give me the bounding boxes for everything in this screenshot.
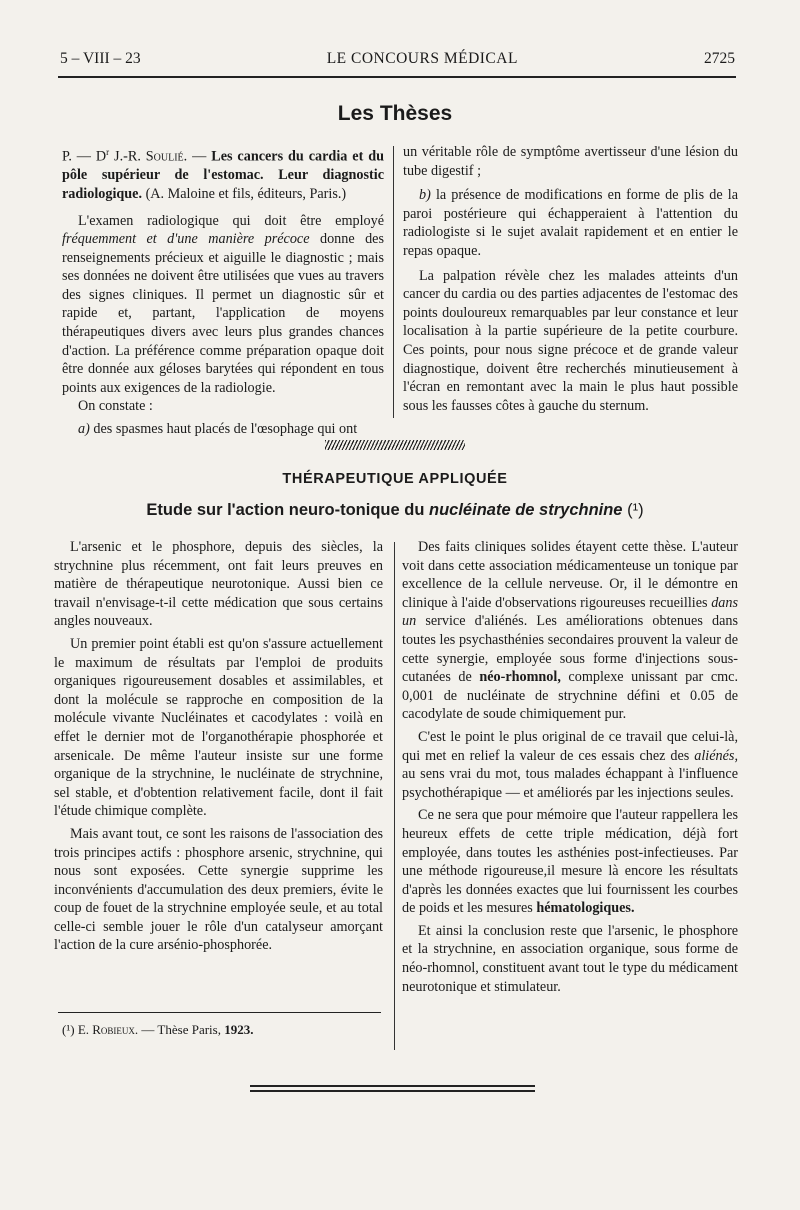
footnote: (¹) E. Robieux. — Thèse Paris, 1923. (62, 1022, 254, 1037)
article-title: Etude sur l'action neuro-tonique du nucléinate de strychnine (¹) (146, 501, 644, 519)
paragraph: Et ainsi la conclusion reste que l'arsenic, le phosphore et la strychnine, en association organique, sous forme de néo-rhomnol, constituent avant tout le type du médicament neurotonique et stimulateur. (402, 922, 738, 995)
ornamental-divider (325, 440, 465, 450)
running-head (60, 50, 735, 68)
footnote-rule (58, 1012, 381, 1013)
section-heading-therapeutique: THÉRAPEUTIQUE APPLIQUÉE (282, 471, 508, 487)
issue-date: 5 – VIII – 23 (60, 50, 141, 67)
thesis-title: Les cancers du cardia et du pôle supérieur de l'estomac. Leur diagnostic radiologique. (62, 148, 384, 202)
paragraph: un véritable rôle de symptôme avertisseur d'une lésion du tube digestif ; (403, 144, 738, 179)
paragraph: C'est le point le plus original de ce travail que celui-là, qui met en relief la valeur de ces essais chez des aliénés, au sens vrai du mot, tous malades échappant à l'influence psychothérapique — et améliorés par les injections seules. (402, 728, 738, 801)
paragraph: L'examen radiologique qui doit être employé fréquemment et d'une manière précoce donne des renseignements précieux et aiguille le diagnostic ; mais ses données ne doivent être utilisées que vues au travers des signes cliniques. Il permet un diagnostic sûr et rapide et, partant, l'application de moyens thérapeutiques divers avec leurs plus grandes chances d'action. La préférence comme préparation opaque doit être donnée aux géloses barytées qui répondent en tous points aux exigences de la radiologie. (62, 212, 384, 396)
column-divider (394, 542, 395, 1050)
paragraph: L'arsenic et le phosphore, depuis des siècles, la strychnine plus récemment, ont fait leurs preuves en matière de thérapeutique neurotonique. Aussi bien ce travail n'envisage-t-il cette médication que sous certains angles nouveaux. (54, 539, 383, 630)
column-divider (393, 146, 394, 418)
paragraph: On constate : (78, 398, 153, 415)
paragraph: Des faits cliniques solides étayent cette thèse. L'auteur voit dans cette association médicamenteuse un tonique par excellence de la cellule nerveuse. Or, il le démontre en clinique à l'aide d'observations rigoureuses recueillies dans un service d'aliénés. Les améliorations obtenues dans toutes les psychasthénies secondaires prouvent la valeur de cette synergie, employée sous forme d'injections sous-cutanées de néo-rhomnol, complexe unissant par cmc. 0,001 de nucléinate de strychnine défini et 0.05 de cacodylate de soude chimiquement pur. (402, 539, 738, 723)
list-item-a: a) des spasmes haut placés de l'œsophage qui ont (78, 421, 358, 438)
header-rule (58, 76, 736, 78)
closing-rule (250, 1085, 535, 1087)
thesis-reference: P. — $D^r$ J.-R. Soulié. — Les cancers du cardia et du pôle supérieur de l'estomac. Leur diagnostic radiologique. (A. Maloine et fils, éditeurs, Paris.) (62, 147, 384, 202)
list-item-b: b) la présence de modifications en forme de plis de la paroi postérieure qui échapperaient à l'attention du radiologiste si le sujet avalait rapidement et en entier le repas opaque. (403, 187, 738, 259)
paragraph: Ce ne sera que pour mémoire que l'auteur rappellera les heureux effets de cette triple médication, déjà fort employée, dans toutes les asthénies post-infectieuses. Par une méthode rigoureuse,il mesure là encore les résultats d'après les données exactes que lui fournissent les courbes de poids et les mesures hématologiques. (402, 807, 738, 917)
journal-name: LE CONCOURS MÉDICAL (326, 50, 518, 67)
paragraph: Un premier point établi est qu'on s'assure actuellement le maximum de résultats par l'emploi de produits organiques rigoureusement dosables et assimilables, et dont la molécule se rapproche en composition de la molécule vivante Nucléinates et cacodylates : voilà en effet le dernier mot de l'organothérapie phosphorée et arsenicale. De même l'auteur insiste sur une forme organique de la strychnine, le nucléinate de strychnine, sel stable, et d'obtention relativement facile, dont il fait l'étude chimique complète. (54, 635, 383, 820)
paragraph: Mais avant tout, ce sont les raisons de l'association des trois principes actifs : phosphore arsenic, strychnine, qui nous sont exposées. Cette synergie supprime les inconvénients d'accumulation des deux premiers, évite le coup de fouet de la strychnine employée seule, et au total celle-ci semble jouer le rôle d'un catalyseur amorçant l'action de la cure arsénio-phosphorée. (54, 825, 383, 954)
page-number: 2725 (703, 50, 735, 67)
section-title-theses: Les Thèses (337, 102, 453, 125)
article-right-column (402, 538, 738, 996)
article-left-column (54, 538, 383, 955)
theses-right-column (403, 143, 738, 415)
theses-left-column (62, 143, 384, 439)
closing-rule (250, 1090, 535, 1092)
paragraph: La palpation révèle chez les malades atteints d'un cancer du cardia ou des parties adjacentes de l'estomac des points douloureux remarquables par leur constance et leur localisation à la partie supérieure de la petite courbure. Ces points, pour nous signe précoce et de grande valeur diagnostique, doivent être recherchés minutieusement à l'écran en remontant avec la main le plus haut possible sous les fausses côtes à gauche du sternum. (403, 267, 738, 414)
